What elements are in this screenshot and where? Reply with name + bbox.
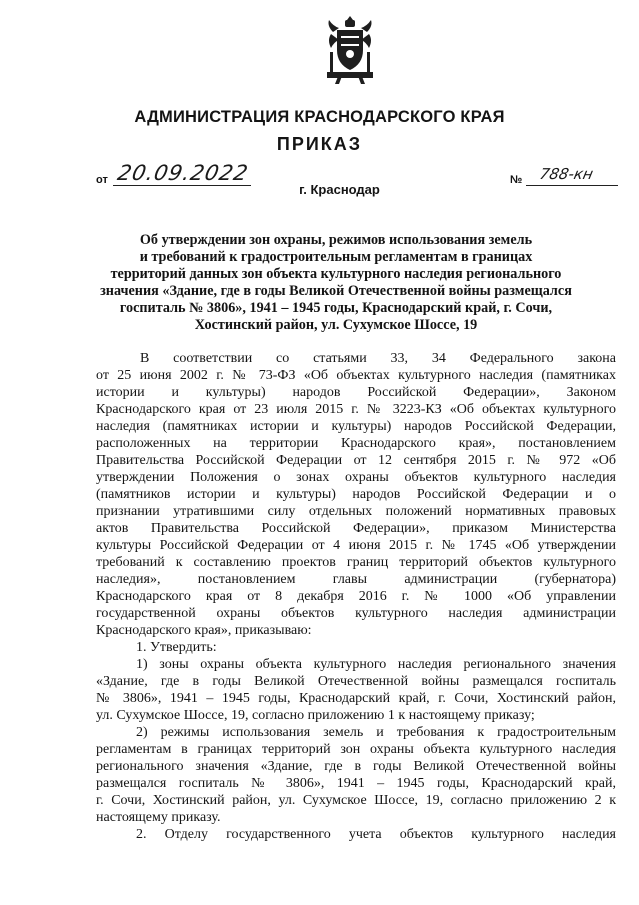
- agency-name: АДМИНИСТРАЦИЯ КРАСНОДАРСКОГО КРАЯ: [134, 108, 505, 126]
- item-1-heading: 1. Утвердить:: [136, 640, 217, 655]
- preamble-line: признании утратившими силу отдельных положений нормативных правовых: [96, 504, 616, 519]
- title-line: Об утверждении зон охраны, режимов использования земель: [139, 232, 533, 248]
- preamble-line: истории и культуры) народов Российской Федерации», Законом: [96, 385, 616, 400]
- item-1-1-line: «Здание, где в годы Великой Отечественной войны размещался госпиталь: [96, 674, 616, 689]
- item-1-1-line: ул. Сухумское Шоссе, 19, согласно приложению 1 к настоящему приказу;: [96, 708, 535, 723]
- preamble-line: государственной охраны объектов культурного наследия администрации: [96, 606, 616, 621]
- item-1-2-line: 2) режимы использования земель и требования к градостроительным: [136, 725, 616, 740]
- preamble-line: утверждении Положения о зонах охраны объектов культурного наследия: [96, 470, 616, 485]
- preamble-line: наследия (памятниках истории и культуры) народов Российской Федерации,: [96, 419, 616, 434]
- preamble-line: Краснодарского края от 23 июля 2015 г. № 3223-КЗ «Об объектах культурного: [96, 402, 616, 417]
- title-line: госпиталь № 3806», 1941 – 1945 годы, Краснодарский край, г. Сочи,: [119, 300, 553, 316]
- item-1-2-line: регионального значения «Здание, где в годы Великой Отечественной войны: [96, 759, 616, 774]
- preamble-line: расположенных на территории Краснодарского края», постановлением: [96, 436, 616, 451]
- order-title: [86, 232, 586, 334]
- document-type: ПРИКАЗ: [276, 134, 363, 154]
- date-prefix: от: [96, 174, 108, 186]
- number-prefix: №: [510, 174, 523, 186]
- order-body: [96, 350, 616, 843]
- item-1-2-line: настоящему приказу.: [96, 810, 221, 825]
- item-1-1-line: № 3806», 1941 – 1945 годы, Краснодарский край, г. Сочи, Хостинский район,: [96, 691, 616, 706]
- city-name: г. Краснодар: [299, 182, 380, 197]
- preamble-line: В соответствии со статьями 33, 34 Федерального закона: [140, 351, 616, 366]
- item-1-1-line: 1) зоны охраны объекта культурного наследия регионального значения: [136, 657, 616, 672]
- title-line: значения «Здание, где в годы Великой Отечественной войны размещался: [100, 283, 572, 299]
- item-2-line: 2. Отделу государственного учета объектов культурного наследия: [136, 827, 616, 842]
- preamble-line: от 25 июня 2002 г. № 73-ФЗ «Об объектах культурного наследия (памятниках: [96, 368, 616, 383]
- title-line: Хостинский район, ул. Сухумское Шоссе, 19: [194, 317, 478, 333]
- preamble-line: требований к составлению проектов границ территорий объектов культурного: [96, 555, 616, 570]
- preamble-line: Краснодарского края от 8 декабря 2016 г. № 1000 «Об управлении: [96, 589, 616, 604]
- preamble-line: Краснодарского края», приказываю:: [96, 623, 312, 638]
- preamble-line: (памятников истории и культуры) народов Российской Федерации и о: [96, 487, 616, 502]
- handwritten-date: 20.09.2022: [115, 161, 251, 185]
- preamble-line: культуры Российской Федерации от 4 июня 2015 г. № 1745 «Об утверждении: [96, 538, 616, 553]
- title-line: и требований к градостроительным регламентам в границах: [139, 249, 533, 265]
- item-1-2-line: размещался госпиталь № 3806», 1941 – 1945 годы, Краснодарский край,: [96, 776, 616, 791]
- title-line: территорий данных зон объекта культурного наследия регионального: [110, 266, 562, 282]
- handwritten-number: 788-кн: [538, 165, 595, 183]
- preamble-line: актов Правительства Российской Федерации», приказом Министерства: [96, 521, 616, 536]
- item-1-2-line: г. Сочи, Хостинский район, ул. Сухумское Шоссе, 19, согласно приложению 2 к: [96, 793, 616, 808]
- item-1-2-line: регламентам в границах территорий зон охраны объекта культурного наследия: [96, 742, 616, 757]
- preamble-line: наследия», постановлением главы администрации (губернатора): [96, 572, 616, 587]
- preamble-line: Правительства Российской Федерации от 12 сентября 2015 г. № 972 «Об: [96, 453, 616, 468]
- coat-of-arms-icon: [325, 14, 375, 86]
